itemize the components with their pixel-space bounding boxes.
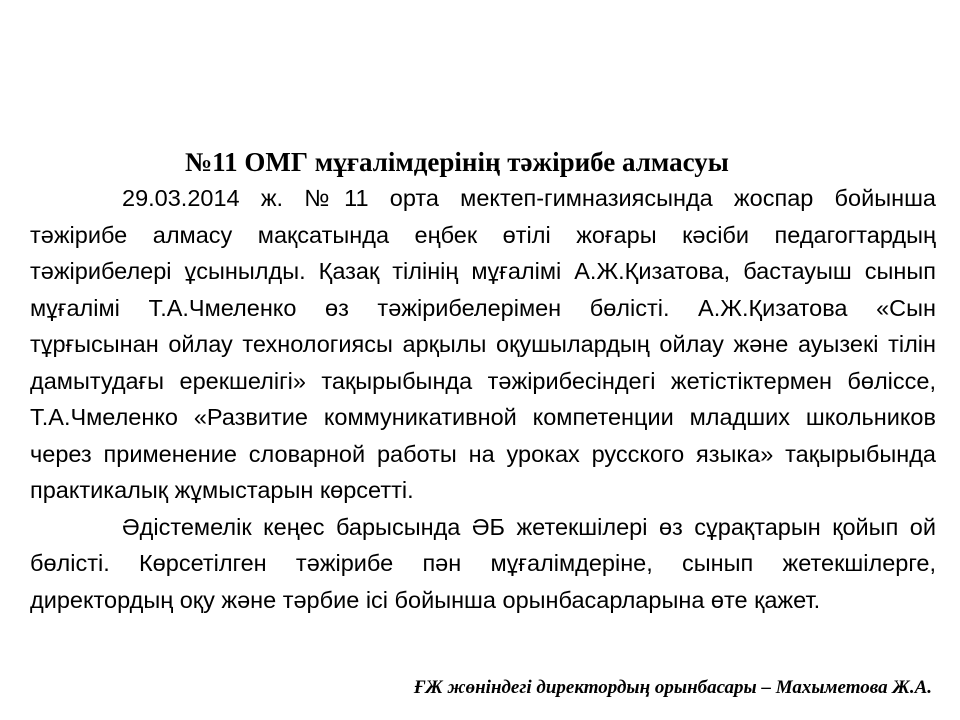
signature-line: ҒЖ жөніндегі директордың орынбасары – Махыметова Ж.А. xyxy=(413,677,932,698)
paragraph-1: 29.03.2014 ж. №11 орта мектеп-гимназиясында жоспар бойынша тәжірибе алмасу мақсатында еңбек өтілі жоғары кәсіби педагогтардың тәжірибелері ұсынылды. Қазақ тілінің мұғалімі А.Ж.Қизатова, бастауыш сынып мұғалімі Т.А.Чмеленко өз тәжірибелерімен бөлісті. А.Ж.Қизатова «Сын тұрғысынан ойлау технологиясы арқылы оқушылардың ойлау және ауызекі тілін дамытудағы ерекшелігі» тақырыбында тәжірибесіндегі жетістіктермен бөліссе, Т.А.Чмеленко «Развитие коммуникативной компетенции младших школьников через применение словарной работы на уроках русского языка» тақырыбында практикалық жұмыстарын көрсетті. xyxy=(30,185,936,503)
paragraph-2: Әдістемелік кеңес барысында ӘБ жетекшілері өз сұрақтарын қойып ой бөлісті. Көрсетілген тәжірибе пән мұғалімдеріне, сынып жетекшілерге, директордың оқу және тәрбие ісі бойынша орынбасарларына өте қажет. xyxy=(30,513,936,613)
document-body xyxy=(30,180,936,618)
document-title: №11 ОМГ мұғалімдерінің тәжірибе алмасуы xyxy=(185,147,729,177)
